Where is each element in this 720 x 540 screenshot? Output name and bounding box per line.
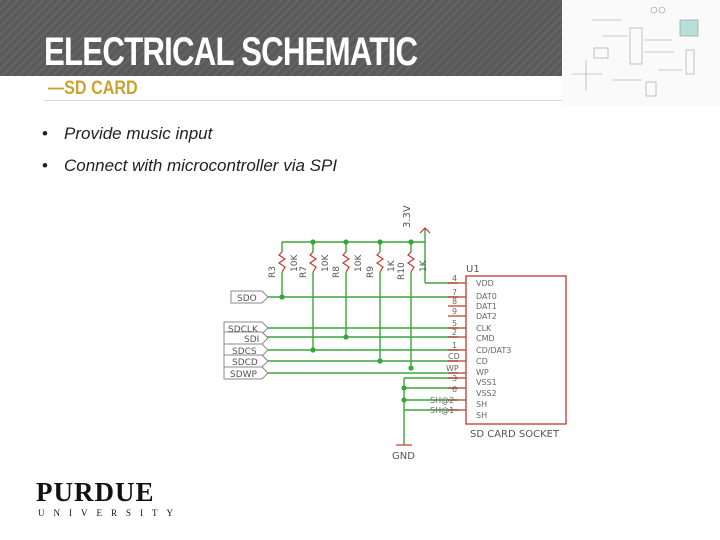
pin-number: CD bbox=[448, 352, 460, 361]
resistor-r3 bbox=[279, 252, 285, 272]
resistor-r10 bbox=[408, 252, 414, 272]
pin-name: VDD bbox=[476, 279, 494, 288]
resistor-ref: R7 bbox=[299, 266, 309, 278]
logo-wordmark: PURDUE bbox=[36, 477, 155, 507]
pin-number: WP bbox=[446, 364, 459, 373]
resistor-ref: R9 bbox=[366, 266, 376, 278]
pin-number: 1 bbox=[452, 341, 458, 350]
pin-name: CD bbox=[476, 357, 488, 366]
slide-subtitle: —SD CARD bbox=[48, 78, 138, 99]
resistor-r9 bbox=[377, 252, 383, 272]
bullet-item: • Connect with microcontroller via SPI bbox=[28, 150, 337, 182]
resistor-r8 bbox=[343, 252, 349, 272]
pin-number: 7 bbox=[452, 288, 458, 297]
pin-number: 2 bbox=[452, 328, 458, 337]
pin-number: 9 bbox=[452, 307, 458, 316]
ic-name: SD CARD SOCKET bbox=[470, 429, 560, 440]
pin-name: DAT2 bbox=[476, 312, 497, 321]
net-label-sdo: SDO bbox=[237, 294, 257, 304]
resistor-value: 10K bbox=[354, 254, 364, 272]
pin-name: CLK bbox=[476, 324, 492, 333]
net-label-sdwp: SDWP bbox=[230, 370, 257, 380]
logo-subtext: UNIVERSITY bbox=[38, 508, 182, 518]
net-label-sdi: SDI bbox=[244, 335, 260, 345]
pin-name: SH bbox=[476, 400, 488, 409]
pin-number: SH@2 bbox=[430, 396, 455, 405]
pin-name: CMD bbox=[476, 334, 495, 343]
supply-label: 3.3V bbox=[402, 205, 413, 228]
bullet-item: • Provide music input bbox=[28, 118, 337, 150]
pin-name: VSS2 bbox=[476, 389, 497, 398]
pin-number: 3 bbox=[452, 374, 458, 383]
ic-ref: U1 bbox=[466, 264, 480, 275]
pin-name: DAT1 bbox=[476, 302, 497, 311]
ground-label: GND bbox=[392, 451, 415, 462]
pin-name: SH bbox=[476, 411, 488, 420]
resistor-ref: R10 bbox=[397, 262, 407, 280]
net-label-sdcd: SDCD bbox=[232, 358, 258, 368]
net-label-sdcs: SDCS bbox=[232, 347, 257, 357]
purdue-logo bbox=[36, 478, 182, 518]
resistor-value: 10K bbox=[290, 254, 300, 272]
pin-name: CD/DAT3 bbox=[476, 346, 512, 355]
pin-number: SH@1 bbox=[430, 406, 455, 415]
pin-number: 6 bbox=[452, 385, 458, 394]
resistor-ref: R3 bbox=[268, 266, 278, 278]
net-label-sdclk: SDCLK bbox=[228, 325, 258, 335]
pin-name: DAT0 bbox=[476, 292, 497, 301]
resistor-value: 1K bbox=[387, 260, 397, 272]
resistor-value: 10K bbox=[321, 254, 331, 272]
pin-number: 8 bbox=[452, 297, 458, 306]
pin-number: 5 bbox=[452, 319, 458, 328]
pin-number: 4 bbox=[452, 274, 458, 283]
resistor-ref: R8 bbox=[332, 266, 342, 278]
resistor-r7 bbox=[310, 252, 316, 272]
slide-title: ELECTRICAL SCHEMATIC bbox=[44, 30, 418, 74]
resistor-value: 1K bbox=[419, 260, 429, 272]
pin-name: VSS1 bbox=[476, 378, 497, 387]
pin-name: WP bbox=[476, 368, 489, 377]
